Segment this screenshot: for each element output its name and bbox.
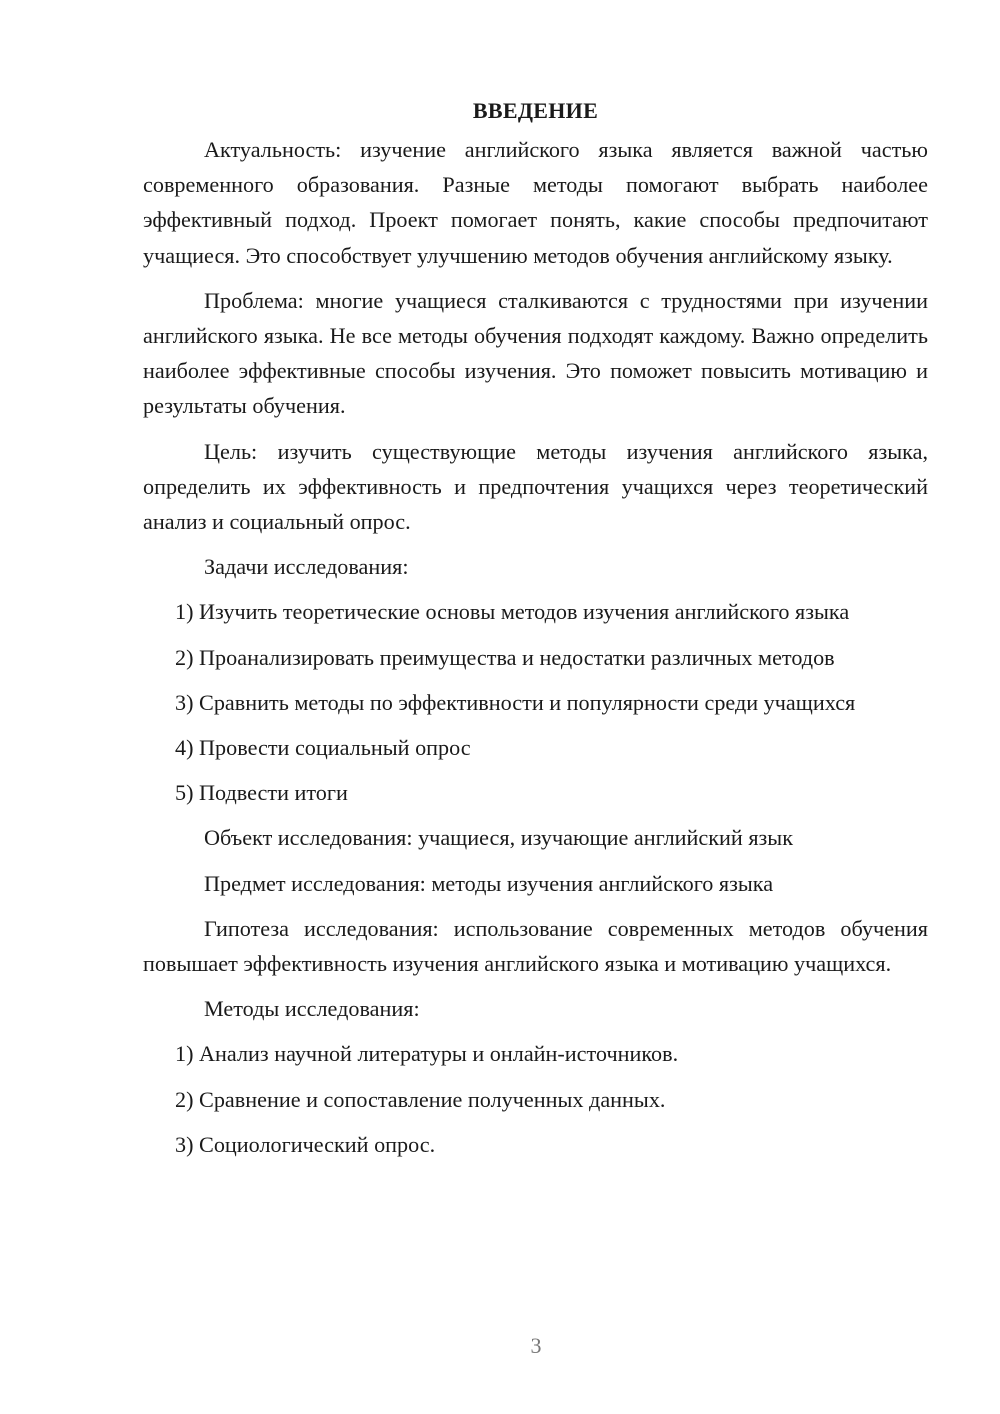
hypothesis-paragraph: Гипотеза исследования: использование современных методов обучения повышает эффективность изучения английского языка и мотивацию учащихся.	[143, 915, 928, 977]
tasks-heading: Задачи исследования:	[204, 554, 409, 580]
problem-paragraph: Проблема: многие учащиеся сталкиваются с трудностями при изучении английского языка. Не все методы обучения подходят каждому. Важно определить наиболее эффективные способы изучения. Это поможет повысить мотивацию и результаты обучения.	[143, 287, 928, 419]
task-item-1: 1) Изучить теоретические основы методов изучения английского языка	[175, 599, 850, 625]
method-item-1: 1) Анализ научной литературы и онлайн-источников.	[175, 1041, 679, 1067]
method-item-3: 3) Социологический опрос.	[175, 1131, 436, 1157]
task-item-4: 4) Провести социальный опрос	[175, 735, 471, 761]
relevance-paragraph: Актуальность: изучение английского языка является важной частью современного образования. Разные методы помогают выбрать наиболее эффективный подход. Проект помогает понять, какие способы предпочитают учащиеся. Это способствует улучшению методов обучения английскому языку.	[143, 137, 928, 268]
task-item-2: 2) Проанализировать преимущества и недостатки различных методов	[175, 644, 835, 670]
page-content	[143, 92, 928, 1172]
subject-paragraph: Предмет исследования: методы изучения английского языка	[204, 870, 774, 896]
task-item-5: 5) Подвести итоги	[175, 780, 348, 806]
section-title: ВВЕДЕНИЕ	[472, 98, 599, 123]
task-item-3: 3) Сравнить методы по эффективности и популярности среди учащихся	[175, 689, 856, 715]
page-number: 3	[530, 1333, 542, 1358]
goal-paragraph: Цель: изучить существующие методы изучения английского языка, определить их эффективность и предпочтения учащихся через теоретический анализ и социальный опрос.	[143, 438, 928, 535]
method-item-2: 2) Сравнение и сопоставление полученных данных.	[175, 1086, 666, 1112]
object-paragraph: Объект исследования: учащиеся, изучающие английский язык	[204, 825, 793, 851]
methods-heading: Методы исследования:	[204, 996, 420, 1022]
